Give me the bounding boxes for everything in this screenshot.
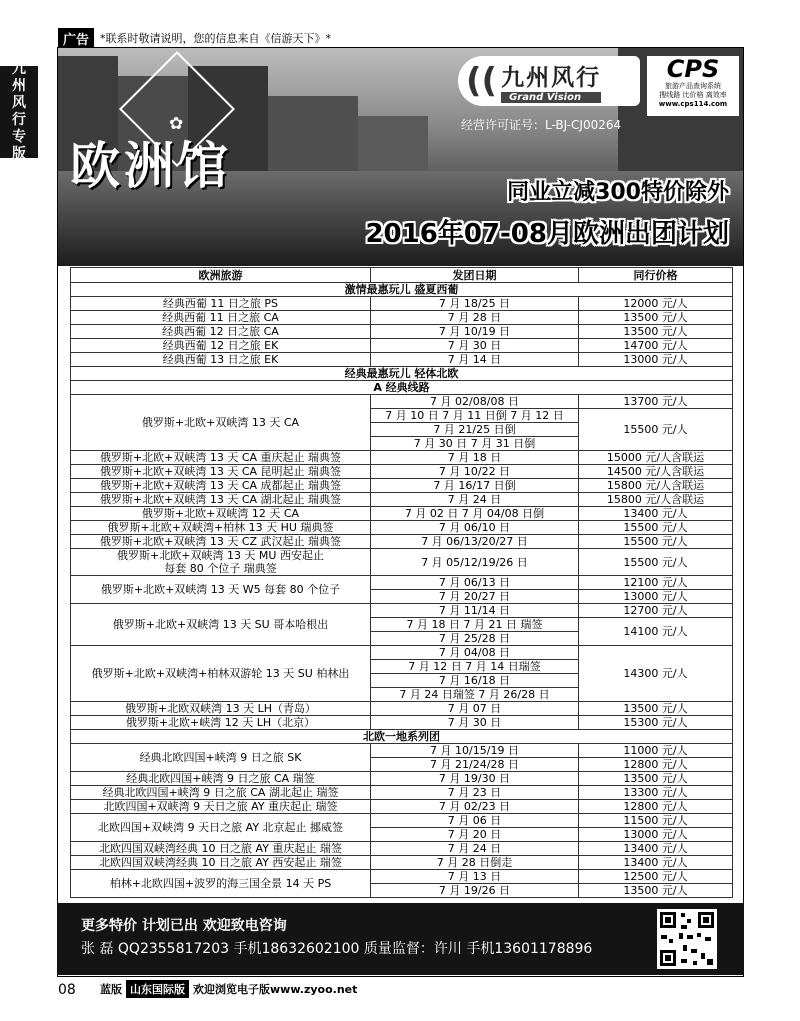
date-cell: 7 月 16/18 日 [371,674,579,688]
date-cell: 7 月 02 日 7 月 04/08 日倒 [371,507,579,521]
date-cell: 7 月 21/25 日倒 [371,423,579,437]
side-tab-char: 行 [12,112,26,128]
section-title: A 经典线路 [71,381,733,395]
price-cell: 15300 元/人 [579,716,733,730]
date-cell: 7 月 13 日 [371,870,579,884]
table-row [71,479,733,493]
route-cell: 俄罗斯+北欧双峡湾 13 天 LH（青岛） [71,702,371,716]
price-cell: 12800 元/人 [579,758,733,772]
price-cell: 15500 元/人 [579,549,733,576]
side-tab-char: 专 [12,129,26,145]
date-cell: 7 月 20/27 日 [371,590,579,604]
date-cell: 7 月 24 日 [371,493,579,507]
license-number: 经营许可证号：L-BJ-CJ00264 [461,118,622,132]
promo-schedule-title: 2016年07-08月欧洲出团计划 [365,219,729,249]
logo-cn: 九州风行 [501,65,602,91]
price-cell: 13300 元/人 [579,786,733,800]
section-row [71,381,733,395]
price-cell: 13000 元/人 [579,590,733,604]
table-row [71,744,733,758]
date-cell: 7 月 19/30 日 [371,772,579,786]
price-cell: 12700 元/人 [579,604,733,618]
date-cell: 7 月 07 日 [371,702,579,716]
route-cell: 经典西葡 13 日之旅 EK [71,353,371,367]
cps-title: CPS [666,55,720,83]
ad-bar [58,28,331,48]
table-row [71,702,733,716]
date-cell: 7 月 18 日 7 月 21 日 瑞签 [371,618,579,632]
table-row [71,604,733,618]
route-cell: 经典西葡 12 日之旅 CA [71,325,371,339]
price-cell: 11500 元/人 [579,814,733,828]
date-cell: 7 月 11/14 日 [371,604,579,618]
table-row [71,493,733,507]
table-row [71,549,733,576]
date-cell: 7 月 10 日 7 月 11 日倒 7 月 12 日 [371,409,579,423]
edition-label: 蓝版 [100,983,122,996]
date-cell: 7 月 02/23 日 [371,800,579,814]
date-cell: 7 月 28 日倒走 [371,856,579,870]
date-cell: 7 月 16/17 日倒 [371,479,579,493]
route-cell: 俄罗斯+北欧+双峡湾 13 天 CA 昆明起止 瑞典签 [71,465,371,479]
price-cell: 13500 元/人 [579,702,733,716]
route-cell: 北欧四国+双峡湾 9 天日之旅 AY 重庆起止 瑞签 [71,800,371,814]
date-cell: 7 月 04/08 日 [371,646,579,660]
route-cell: 俄罗斯+北欧+双峡湾 13 天 CA 重庆起止 瑞典签 [71,451,371,465]
table-row [71,507,733,521]
route-cell: 俄罗斯+北欧+双峡湾 13 天 CA [71,395,371,451]
section-title: 北欧一地系列团 [71,730,733,744]
flower-icon: ✿ [169,114,184,134]
contact-footer [57,903,744,975]
cps-logo [647,56,739,116]
banner-title: 欧洲馆 [70,137,232,195]
ad-note: *联系时敬请说明，您的信息来自《信游天下》* [100,32,332,45]
date-cell: 7 月 25/28 日 [371,632,579,646]
price-cell: 13400 元/人 [579,842,733,856]
date-cell: 7 月 20 日 [371,828,579,842]
footer-slogan: 更多特价 计划已出 欢迎致电咨询 [81,918,287,934]
table-row [71,353,733,367]
date-cell: 7 月 10/15/19 日 [371,744,579,758]
side-tab-char: 版 [12,146,26,162]
route-cell: 俄罗斯+北欧+双峡湾 13 天 CZ 武汉起止 瑞典签 [71,535,371,549]
building-shape [358,116,428,176]
table-row [71,465,733,479]
date-cell: 7 月 28 日 [371,311,579,325]
cps-url: www.cps114.com [658,100,728,108]
date-cell: 7 月 19/26 日 [371,884,579,898]
banner [58,48,743,266]
price-cell: 14300 元/人 [579,646,733,702]
price-cell: 15500 元/人 [579,535,733,549]
table-row [71,716,733,730]
edition-tag: 山东国际版 [126,980,189,998]
cps-sub2: 搜线路 比价格 离效率 [659,91,727,99]
cps-sub1: 旅游产品查询系统 [665,82,721,90]
footer-contact: 张 磊 QQ2355817203 手机18632602100 质量监督：许川 手机13601178896 [81,941,593,957]
price-cell: 13400 元/人 [579,507,733,521]
date-cell: 7 月 12 日 7 月 14 日瑞签 [371,660,579,674]
section-row [71,367,733,381]
table-row [71,772,733,786]
table-row [71,786,733,800]
side-tab [0,61,38,162]
route-cell: 经典北欧四国+峡湾 9 日之旅 SK [71,744,371,772]
date-cell: 7 月 06/10 日 [371,521,579,535]
route-cell: 俄罗斯+北欧+双峡湾+柏林 13 天 HU 瑞典签 [71,521,371,535]
price-cell: 13500 元/人 [579,325,733,339]
route-cell: 俄罗斯+北欧+双峡湾 13 天 SU 哥本哈根出 [71,604,371,646]
route-cell: 柏林+北欧四国+波罗的海三国全景 14 天 PS [71,870,371,898]
table-row [71,325,733,339]
table-row [71,800,733,814]
column-header: 欧洲旅游 [71,268,371,283]
table-row [71,521,733,535]
price-cell: 14500 元/人含联运 [579,465,733,479]
qr-code [657,909,717,969]
route-cell: 俄罗斯+北欧+双峡湾 12 天 CA [71,507,371,521]
date-cell: 7 月 10/19 日 [371,325,579,339]
jiuzhou-logo [458,56,640,106]
price-cell: 11000 元/人 [579,744,733,758]
price-cell: 13400 元/人 [579,856,733,870]
route-cell: 俄罗斯+北欧+双峡湾 13 天 MU 西安起止 每套 80 个位子 瑞典签 [71,549,371,576]
date-cell: 7 月 21/24/28 日 [371,758,579,772]
page-frame [57,47,744,977]
side-tab-char: 九 [12,61,26,77]
route-cell: 俄罗斯+北欧+双峡湾+柏林双游轮 13 天 SU 柏林出 [71,646,371,702]
page-number: 08 [58,982,76,998]
route-cell: 俄罗斯+北欧+双峡湾 13 天 CA 湖北起止 瑞典签 [71,493,371,507]
promo-discount: 同业立减300特价除外 [507,180,729,205]
route-cell: 北欧四国双峡湾经典 10 日之旅 AY 重庆起止 瑞签 [71,842,371,856]
bottom-bar [100,980,357,998]
price-cell: 12000 元/人 [579,297,733,311]
price-cell: 15000 元/人含联运 [579,451,733,465]
side-tab-char: 州 [12,78,26,94]
qr-code-icon [657,909,717,969]
route-cell: 北欧四国双峡湾经典 10 日之旅 AY 西安起止 瑞签 [71,856,371,870]
price-cell: 15500 元/人 [579,409,733,451]
ad-tag: 广告 [58,28,94,49]
date-cell: 7 月 24 日 [371,842,579,856]
route-cell: 经典北欧四国+峡湾 9 日之旅 CA 瑞签 [71,772,371,786]
date-cell: 7 月 06 日 [371,814,579,828]
date-cell: 7 月 06/13 日 [371,576,579,590]
date-cell: 7 月 30 日 [371,339,579,353]
table-row [71,646,733,660]
table-row [71,576,733,590]
price-cell: 12100 元/人 [579,576,733,590]
route-cell: 经典西葡 11 日之旅 CA [71,311,371,325]
table-row [71,311,733,325]
date-cell: 7 月 24 日瑞签 7 月 26/28 日 [371,688,579,702]
price-cell: 13000 元/人 [579,353,733,367]
edition-website: 欢迎浏览电子版www.zyoo.net [193,983,358,996]
column-header: 同行价格 [579,268,733,283]
section-title: 经典最惠玩儿 轻体北欧 [71,367,733,381]
price-cell: 13500 元/人 [579,772,733,786]
section-row [71,730,733,744]
column-header: 发团日期 [371,268,579,283]
date-cell: 7 月 06/13/20/27 日 [371,535,579,549]
date-cell: 7 月 14 日 [371,353,579,367]
date-cell: 7 月 18 日 [371,451,579,465]
date-cell: 7 月 30 日 7 月 31 日倒 [371,437,579,451]
side-tab-char: 风 [12,95,26,111]
schedule-table [70,267,733,898]
table-row [71,395,733,409]
route-cell: 俄罗斯+北欧+双峡湾 13 天 W5 每套 80 个位子 [71,576,371,604]
price-cell: 15500 元/人 [579,521,733,535]
table-row [71,870,733,884]
price-cell: 14100 元/人 [579,618,733,646]
date-cell: 7 月 18/25 日 [371,297,579,311]
table-row [71,297,733,311]
route-cell: 俄罗斯+北欧+双峡湾 13 天 CA 成都起止 瑞典签 [71,479,371,493]
table-row [71,814,733,828]
price-cell: 13700 元/人 [579,395,733,409]
table-row [71,451,733,465]
building-shape [268,96,358,176]
table-row [71,535,733,549]
route-cell: 北欧四国+双峡湾 9 天日之旅 AY 北京起止 挪威签 [71,814,371,842]
table-row [71,856,733,870]
table-row [71,339,733,353]
price-cell: 15800 元/人含联运 [579,493,733,507]
date-cell: 7 月 23 日 [371,786,579,800]
section-title: 激情最惠玩儿 盛夏西葡 [71,283,733,297]
logo-swirl-icon: (( [466,61,498,101]
logo-en: Grand Vision [501,92,601,103]
date-cell: 7 月 05/12/19/26 日 [371,549,579,576]
price-cell: 12500 元/人 [579,870,733,884]
route-cell: 经典西葡 11 日之旅 PS [71,297,371,311]
section-row [71,283,733,297]
date-cell: 7 月 10/22 日 [371,465,579,479]
table-row [71,842,733,856]
route-cell: 俄罗斯+北欧+峡湾 12 天 LH（北京） [71,716,371,730]
price-cell: 12800 元/人 [579,800,733,814]
table-header-row [71,268,733,283]
date-cell: 7 月 02/08/08 日 [371,395,579,409]
route-cell: 经典北欧四国+峡湾 9 日之旅 CA 湖北起止 瑞签 [71,786,371,800]
price-cell: 14700 元/人 [579,339,733,353]
price-cell: 13000 元/人 [579,828,733,842]
route-cell: 经典西葡 12 日之旅 EK [71,339,371,353]
price-cell: 15800 元/人含联运 [579,479,733,493]
date-cell: 7 月 30 日 [371,716,579,730]
schedule-table-wrap [70,267,732,898]
price-cell: 13500 元/人 [579,311,733,325]
price-cell: 13500 元/人 [579,884,733,898]
